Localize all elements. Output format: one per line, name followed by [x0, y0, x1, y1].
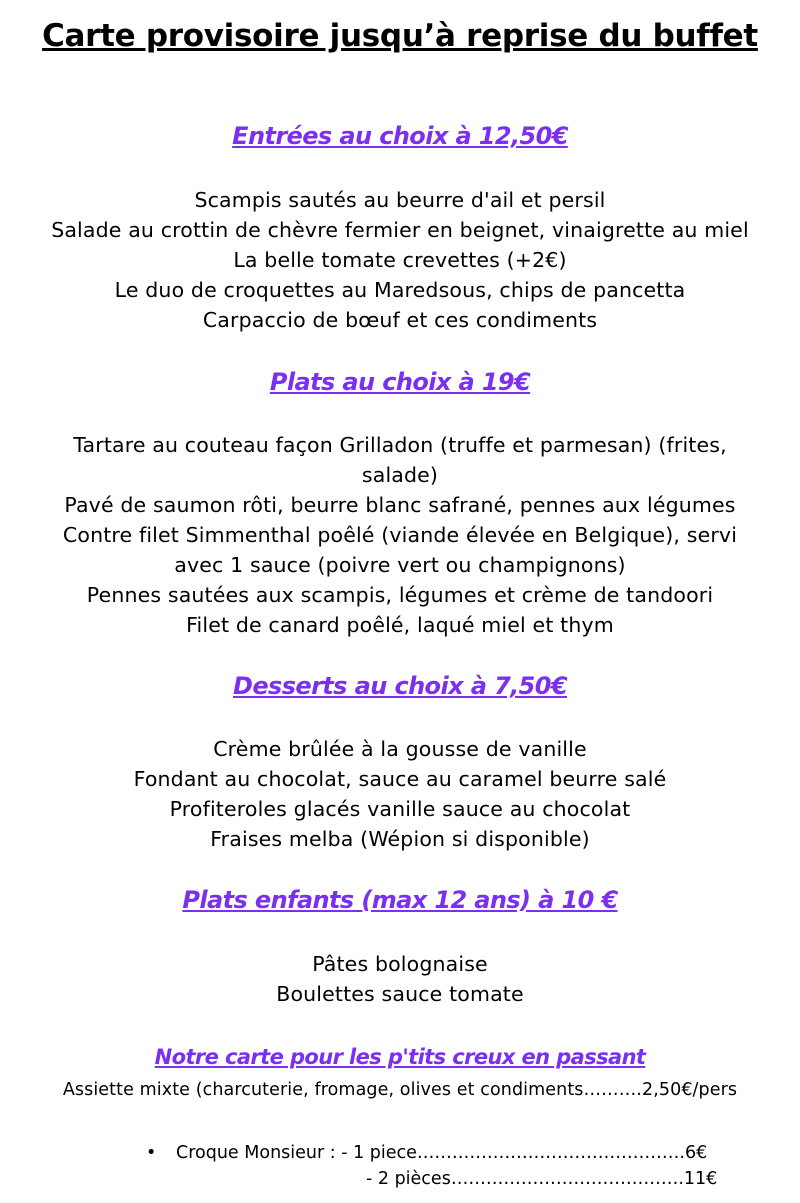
list-item: Profiteroles glacés vanille sauce au chocolat	[169, 797, 631, 821]
list-item: Contre filet Simmenthal poêlé (viande élevée en Belgique), servi	[62, 523, 738, 547]
croque-line-2: - 2 pièces………………………………….11€	[366, 1169, 718, 1189]
list-item: Salade au crottin de chèvre fermier en beignet, vinaigrette au miel	[51, 218, 749, 242]
entrees-list	[20, 185, 780, 335]
section-heading-desserts: Desserts au choix à 7,50€	[233, 672, 567, 700]
page-title: Carte provisoire jusqu’à reprise du buffet	[42, 18, 758, 54]
list-item: Tartare au couteau façon Grilladon (truffe et parmesan) (frites,	[73, 433, 727, 457]
enfants-list	[20, 949, 780, 1009]
section-heading-entrees: Entrées au choix à 12,50€	[232, 122, 568, 150]
list-item: Fondant au chocolat, sauce au caramel beurre salé	[133, 767, 667, 791]
plats-list	[20, 430, 780, 640]
section-heading-plats: Plats au choix à 19€	[269, 368, 531, 396]
list-item: Fraises melba (Wépion si disponible)	[210, 827, 590, 851]
list-item: Boulettes sauce tomate	[276, 982, 524, 1006]
list-item: salade)	[361, 463, 439, 487]
section-heading-snacks: Notre carte pour les p'tits creux en passant	[154, 1045, 646, 1069]
snack-assiette-line: Assiette mixte (charcuterie, fromage, olives et condiments……….2,50€/pers	[62, 1080, 738, 1100]
list-item: Pavé de saumon rôti, beurre blanc safrané, pennes aux légumes	[64, 493, 736, 517]
list-item: Scampis sautés au beurre d'ail et persil	[194, 188, 606, 212]
list-item: Filet de canard poêlé, laqué miel et thym	[186, 613, 614, 637]
list-item: Le duo de croquettes au Maredsous, chips de pancetta	[114, 278, 686, 302]
list-item: Pennes sautées aux scampis, légumes et crème de tandoori	[86, 583, 714, 607]
section-heading-enfants: Plats enfants (max 12 ans) à 10 €	[182, 886, 618, 914]
desserts-list	[20, 734, 780, 854]
croque-line-1: Croque Monsieur : - 1 piece……………………………………….6€	[176, 1143, 708, 1163]
list-item: avec 1 sauce (poivre vert ou champignons)	[174, 553, 626, 577]
list-item: Crème brûlée à la gousse de vanille	[213, 737, 587, 761]
bullet-icon: •	[146, 1143, 157, 1163]
list-item: La belle tomate crevettes (+2€)	[233, 248, 567, 272]
list-item: Carpaccio de bœuf et ces condiments	[202, 308, 598, 332]
list-item: Pâtes bolognaise	[312, 952, 488, 976]
